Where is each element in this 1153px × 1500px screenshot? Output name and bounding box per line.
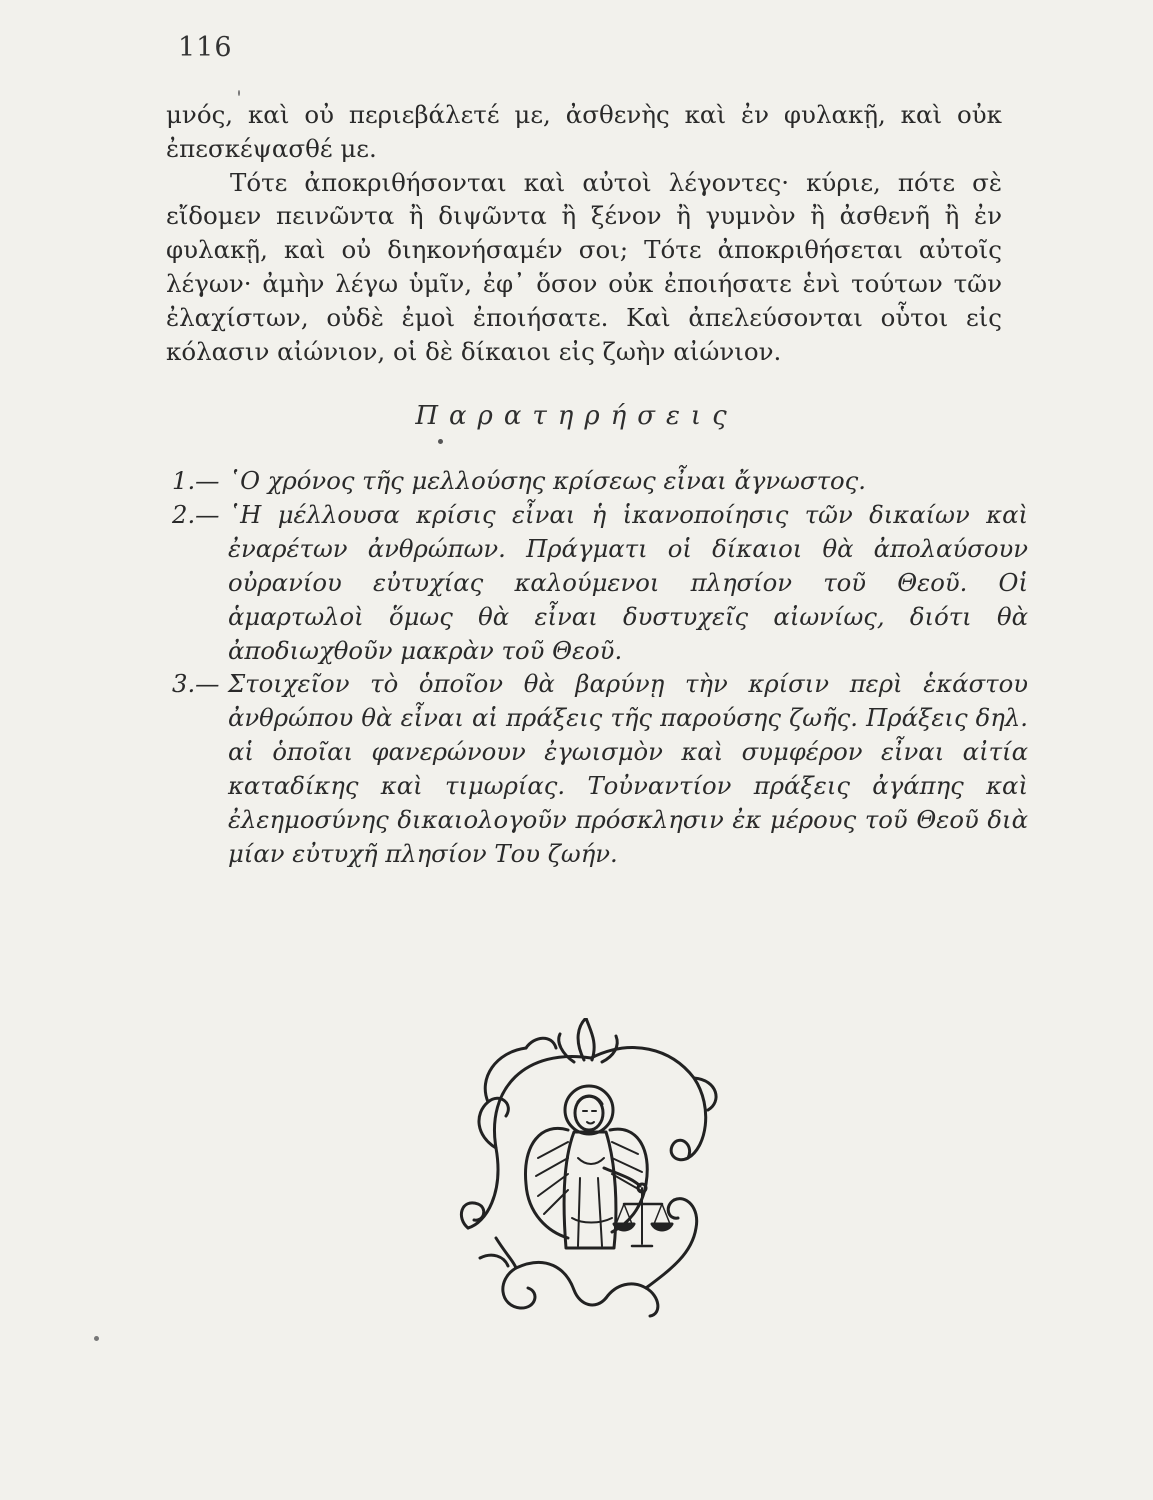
note-number: 1.— (172, 466, 220, 495)
body-text (166, 98, 1002, 368)
note-item (166, 667, 1028, 870)
note-number: 2.— (172, 499, 220, 529)
note-text: ῾Η μέλλουσα κρίσις εἶναι ἡ ἱκανοποίησις τῶν δικαίων καὶ ἐναρέτων ἀνθρώπων. Πράγματι οἱ δίκαιοι θὰ ἀπολαύσουν οὐρανίου εὐτυχίας καλούμενοι πλησίον τοῦ Θεοῦ. Οἱ ἁμαρτωλοὶ ὅμως θὰ εἶναι δυστυχεῖς αἰωνίως, διότι θὰ ἀποδιωχθοῦν μακρὰν τοῦ Θεοῦ. (228, 499, 1028, 665)
note-text: ῾Ο χρόνος τῆς μελλούσης κρίσεως εἶναι ἄγνωστος. (228, 466, 866, 495)
notes-list (166, 464, 1028, 871)
note-text: Στοιχεῖον τὸ ὁποῖον θὰ βαρύνῃ τὴν κρίσιν περὶ ἑκάστου ἀνθρώπου θὰ εἶναι αἱ πράξεις τῆς παρούσης ζωῆς. Πράξεις δηλ. αἱ ὁποῖαι φανερώνουν ἐγωισμὸν καὶ συμφέρον εἶναι αἰτία καταδίκης καὶ τιμωρίας. Τοὐναντίον πράξεις ἀγάπης καὶ ἐλεημοσύνης δικαιολογοῦν πρόσκλησιν ἐκ μέρους τοῦ Θεοῦ διὰ μίαν εὐτυχῆ πλησίον Του ζωήν. (228, 669, 1028, 868)
section-heading: Παρατηρήσεις (415, 401, 738, 431)
angel-with-scales-icon (456, 1018, 726, 1318)
paper-speck (238, 90, 240, 96)
note-item (166, 464, 1028, 498)
note-item (166, 498, 1028, 668)
note-number: 3.— (172, 669, 220, 699)
page-number: 116 (178, 32, 233, 63)
paper-speck (94, 1336, 99, 1341)
body-paragraph-continuation: μνός, καὶ οὐ περιεβάλετέ με, ἀσθενὴς καὶ ἐν φυλακῇ, καὶ οὐκ ἐπεσκέψασθέ με. (166, 100, 1002, 163)
body-paragraph: Τότε ἀποκριθήσονται καὶ αὐτοὶ λέγοντες· κύριε, πότε σὲ εἴδομεν πεινῶντα ἢ διψῶντα ἢ ξένον ἢ γυμνὸν ἢ ἀσθενῆ ἢ ἐν φυλακῇ, καὶ οὐ διηκονήσαμέν σοι; Τότε ἀποκριθήσεται αὐτοῖς λέγων· ἀμὴν λέγω ὑμῖν, ἐφ᾽ ὅσον οὐκ ἐποιήσατε ἑνὶ τούτων τῶν ἐλαχίστων, οὐδὲ ἐμοὶ ἐποιήσατε. Καὶ ἀπελεύσονται οὗτοι εἰς κόλασιν αἰώνιον, οἱ δὲ δίκαιοι εἰς ζωὴν αἰώνιον. (166, 167, 1002, 366)
heading-dot (438, 439, 443, 444)
